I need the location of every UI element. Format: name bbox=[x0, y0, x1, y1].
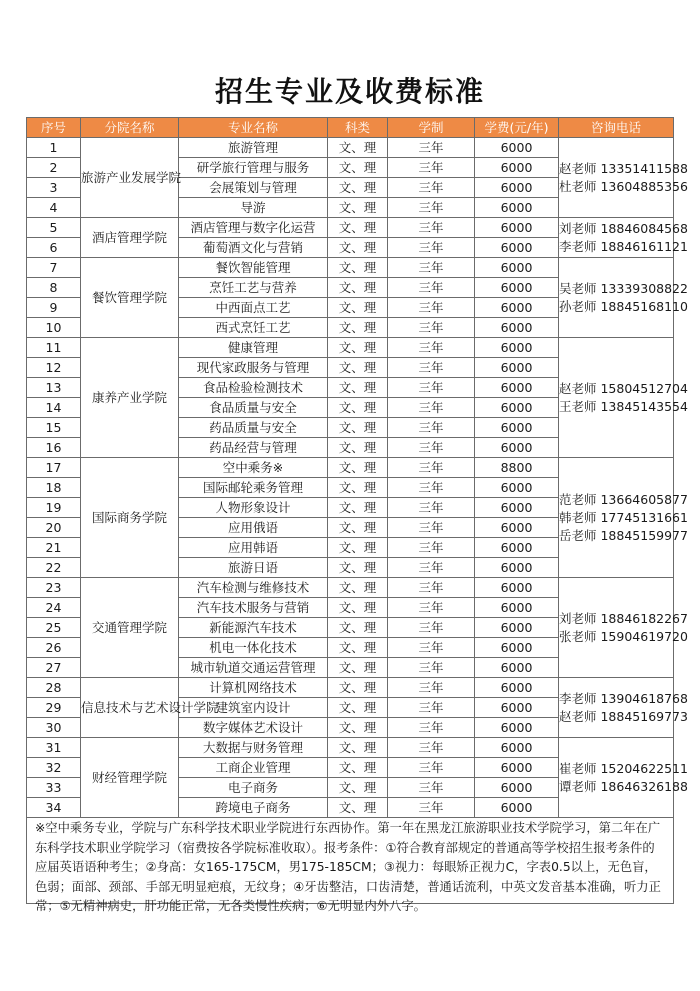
phone-number: 赵老师 18845169773 bbox=[559, 708, 688, 724]
major-name: 机电一体化技术 bbox=[179, 638, 328, 658]
fee-cell: 6000 bbox=[475, 198, 559, 218]
header-fee: 学费(元/年) bbox=[475, 118, 559, 138]
duration-cell: 三年 bbox=[388, 478, 475, 498]
major-name: 葡萄酒文化与营销 bbox=[179, 238, 328, 258]
fee-cell: 6000 bbox=[475, 638, 559, 658]
category-cell: 文、理 bbox=[328, 598, 388, 618]
fee-cell: 6000 bbox=[475, 298, 559, 318]
row-number: 22 bbox=[27, 558, 81, 578]
contact-phones bbox=[559, 338, 688, 458]
row-number: 3 bbox=[27, 178, 81, 198]
duration-cell: 三年 bbox=[388, 798, 475, 818]
category-cell: 文、理 bbox=[328, 458, 388, 478]
duration-cell: 三年 bbox=[388, 758, 475, 778]
major-name: 旅游日语 bbox=[179, 558, 328, 578]
fee-cell: 6000 bbox=[475, 338, 559, 358]
fee-cell: 6000 bbox=[475, 438, 559, 458]
row-number: 24 bbox=[27, 598, 81, 618]
department-name: 信息技术与艺术设计学院 bbox=[81, 678, 179, 738]
category-cell: 文、理 bbox=[328, 698, 388, 718]
major-name: 研学旅行管理与服务 bbox=[179, 158, 328, 178]
major-name: 应用韩语 bbox=[179, 538, 328, 558]
row-number: 21 bbox=[27, 538, 81, 558]
duration-cell: 三年 bbox=[388, 498, 475, 518]
category-cell: 文、理 bbox=[328, 398, 388, 418]
duration-cell: 三年 bbox=[388, 318, 475, 338]
category-cell: 文、理 bbox=[328, 438, 388, 458]
table-row bbox=[27, 738, 674, 758]
fee-cell: 6000 bbox=[475, 778, 559, 798]
major-name: 酒店管理与数字化运营 bbox=[179, 218, 328, 238]
row-number: 11 bbox=[27, 338, 81, 358]
category-cell: 文、理 bbox=[328, 778, 388, 798]
major-name: 国际邮轮乘务管理 bbox=[179, 478, 328, 498]
category-cell: 文、理 bbox=[328, 498, 388, 518]
duration-cell: 三年 bbox=[388, 618, 475, 638]
phone-number: 李老师 18846161121 bbox=[559, 238, 688, 254]
row-number: 34 bbox=[27, 798, 81, 818]
major-name: 会展策划与管理 bbox=[179, 178, 328, 198]
duration-cell: 三年 bbox=[388, 178, 475, 198]
category-cell: 文、理 bbox=[328, 338, 388, 358]
duration-cell: 三年 bbox=[388, 218, 475, 238]
duration-cell: 三年 bbox=[388, 538, 475, 558]
category-cell: 文、理 bbox=[328, 758, 388, 778]
row-number: 29 bbox=[27, 698, 81, 718]
fee-cell: 6000 bbox=[475, 378, 559, 398]
duration-cell: 三年 bbox=[388, 558, 475, 578]
category-cell: 文、理 bbox=[328, 198, 388, 218]
category-cell: 文、理 bbox=[328, 618, 388, 638]
phone-number: 刘老师 18846084568 bbox=[559, 220, 688, 236]
category-cell: 文、理 bbox=[328, 358, 388, 378]
row-number: 9 bbox=[27, 298, 81, 318]
category-cell: 文、理 bbox=[328, 798, 388, 818]
category-cell: 文、理 bbox=[328, 518, 388, 538]
fee-cell: 6000 bbox=[475, 798, 559, 818]
fee-cell: 6000 bbox=[475, 318, 559, 338]
row-number: 7 bbox=[27, 258, 81, 278]
phone-number: 王老师 13845143554 bbox=[559, 398, 688, 414]
duration-cell: 三年 bbox=[388, 738, 475, 758]
row-number: 4 bbox=[27, 198, 81, 218]
category-cell: 文、理 bbox=[328, 298, 388, 318]
header-department: 分院名称 bbox=[81, 118, 179, 138]
row-number: 33 bbox=[27, 778, 81, 798]
phone-number: 赵老师 15804512704 bbox=[559, 380, 688, 396]
fee-cell: 6000 bbox=[475, 738, 559, 758]
fee-cell: 8800 bbox=[475, 458, 559, 478]
duration-cell: 三年 bbox=[388, 678, 475, 698]
phone-number: 谭老师 18646326188 bbox=[559, 778, 688, 794]
phone-number: 杜老师 13604885356 bbox=[559, 178, 688, 194]
header-phone: 咨询电话 bbox=[559, 118, 674, 138]
phone-number: 孙老师 18845168110 bbox=[559, 298, 688, 314]
major-name: 大数据与财务管理 bbox=[179, 738, 328, 758]
duration-cell: 三年 bbox=[388, 398, 475, 418]
category-cell: 文、理 bbox=[328, 218, 388, 238]
phone-number: 韩老师 17745131661 bbox=[559, 509, 688, 525]
category-cell: 文、理 bbox=[328, 418, 388, 438]
fee-cell: 6000 bbox=[475, 238, 559, 258]
header-duration: 学制 bbox=[388, 118, 475, 138]
duration-cell: 三年 bbox=[388, 778, 475, 798]
row-number: 6 bbox=[27, 238, 81, 258]
fee-cell: 6000 bbox=[475, 658, 559, 678]
major-name: 西式烹饪工艺 bbox=[179, 318, 328, 338]
fee-cell: 6000 bbox=[475, 358, 559, 378]
department-name: 餐饮管理学院 bbox=[81, 258, 179, 338]
duration-cell: 三年 bbox=[388, 258, 475, 278]
header-no: 序号 bbox=[27, 118, 81, 138]
phone-number: 崔老师 15204622511 bbox=[559, 760, 688, 776]
fee-cell: 6000 bbox=[475, 558, 559, 578]
department-name: 交通管理学院 bbox=[81, 578, 179, 678]
duration-cell: 三年 bbox=[388, 518, 475, 538]
department-name: 国际商务学院 bbox=[81, 458, 179, 578]
major-name: 城市轨道交通运营管理 bbox=[179, 658, 328, 678]
category-cell: 文、理 bbox=[328, 678, 388, 698]
fee-cell: 6000 bbox=[475, 478, 559, 498]
table-row bbox=[27, 258, 674, 278]
duration-cell: 三年 bbox=[388, 658, 475, 678]
row-number: 8 bbox=[27, 278, 81, 298]
duration-cell: 三年 bbox=[388, 338, 475, 358]
phone-number: 刘老师 18846182267 bbox=[559, 610, 688, 626]
table-body bbox=[27, 138, 688, 818]
table-header-row bbox=[27, 118, 674, 138]
category-cell: 文、理 bbox=[328, 258, 388, 278]
category-cell: 文、理 bbox=[328, 538, 388, 558]
duration-cell: 三年 bbox=[388, 578, 475, 598]
duration-cell: 三年 bbox=[388, 638, 475, 658]
category-cell: 文、理 bbox=[328, 478, 388, 498]
major-name: 中西面点工艺 bbox=[179, 298, 328, 318]
row-number: 1 bbox=[27, 138, 81, 158]
row-number: 25 bbox=[27, 618, 81, 638]
fee-cell: 6000 bbox=[475, 538, 559, 558]
duration-cell: 三年 bbox=[388, 278, 475, 298]
fee-cell: 6000 bbox=[475, 598, 559, 618]
major-name: 工商企业管理 bbox=[179, 758, 328, 778]
duration-cell: 三年 bbox=[388, 238, 475, 258]
major-name: 数字媒体艺术设计 bbox=[179, 718, 328, 738]
major-name: 食品质量与安全 bbox=[179, 398, 328, 418]
header-category: 科类 bbox=[328, 118, 388, 138]
fee-cell: 6000 bbox=[475, 178, 559, 198]
fee-cell: 6000 bbox=[475, 698, 559, 718]
fee-cell: 6000 bbox=[475, 618, 559, 638]
major-name: 旅游管理 bbox=[179, 138, 328, 158]
fee-cell: 6000 bbox=[475, 258, 559, 278]
table-row bbox=[27, 138, 674, 158]
fee-cell: 6000 bbox=[475, 678, 559, 698]
category-cell: 文、理 bbox=[328, 158, 388, 178]
row-number: 10 bbox=[27, 318, 81, 338]
row-number: 30 bbox=[27, 718, 81, 738]
duration-cell: 三年 bbox=[388, 458, 475, 478]
duration-cell: 三年 bbox=[388, 298, 475, 318]
major-name: 电子商务 bbox=[179, 778, 328, 798]
row-number: 14 bbox=[27, 398, 81, 418]
fee-cell: 6000 bbox=[475, 518, 559, 538]
duration-cell: 三年 bbox=[388, 138, 475, 158]
major-name: 应用俄语 bbox=[179, 518, 328, 538]
duration-cell: 三年 bbox=[388, 438, 475, 458]
row-number: 19 bbox=[27, 498, 81, 518]
category-cell: 文、理 bbox=[328, 558, 388, 578]
fee-cell: 6000 bbox=[475, 398, 559, 418]
major-name: 汽车检测与维修技术 bbox=[179, 578, 328, 598]
duration-cell: 三年 bbox=[388, 158, 475, 178]
row-number: 17 bbox=[27, 458, 81, 478]
fee-cell: 6000 bbox=[475, 758, 559, 778]
table-row bbox=[27, 218, 674, 238]
major-name: 汽车技术服务与营销 bbox=[179, 598, 328, 618]
page-title: 招生专业及收费标准 bbox=[214, 75, 485, 108]
phone-number: 赵老师 13351411588 bbox=[559, 160, 688, 176]
duration-cell: 三年 bbox=[388, 598, 475, 618]
duration-cell: 三年 bbox=[388, 698, 475, 718]
phone-number: 范老师 13664605877 bbox=[559, 491, 688, 507]
duration-cell: 三年 bbox=[388, 358, 475, 378]
row-number: 32 bbox=[27, 758, 81, 778]
major-name: 食品检验检测技术 bbox=[179, 378, 328, 398]
table-row bbox=[27, 578, 674, 598]
fee-table bbox=[26, 117, 688, 818]
fee-cell: 6000 bbox=[475, 278, 559, 298]
duration-cell: 三年 bbox=[388, 718, 475, 738]
row-number: 12 bbox=[27, 358, 81, 378]
phone-number: 张老师 15904619720 bbox=[559, 628, 688, 644]
category-cell: 文、理 bbox=[328, 378, 388, 398]
row-number: 16 bbox=[27, 438, 81, 458]
category-cell: 文、理 bbox=[328, 278, 388, 298]
category-cell: 文、理 bbox=[328, 318, 388, 338]
table-row bbox=[27, 338, 674, 358]
fee-cell: 6000 bbox=[475, 158, 559, 178]
row-number: 5 bbox=[27, 218, 81, 238]
major-name: 健康管理 bbox=[179, 338, 328, 358]
row-number: 2 bbox=[27, 158, 81, 178]
major-name: 建筑室内设计 bbox=[179, 698, 328, 718]
table-row bbox=[27, 678, 674, 698]
footnote: ※空中乘务专业，学院与广东科学技术职业学院进行东西协作。第一年在黑龙江旅游职业技术学院学习，第二年在广东科学技术职业学院学习（宿费按各学院标准收取）。报考条件：①符合教育部规定的普通高等学校招生报考条件的应届英语语种考生；②身高：女165-175CM，男175-185CM；③视力：每眼矫正视力C，字表0.5以上，无色盲，色弱；面部、颈部、手部无明显疤痕，无纹身；④牙齿整洁，口齿清楚，普通话流利，中英文发音基本准确，听力正常；⑤无精神病史，肝功能正常，无各类慢性疾病；⑥无明显内外八字。 bbox=[26, 817, 674, 904]
contact-phones bbox=[559, 458, 688, 578]
header-major: 专业名称 bbox=[179, 118, 328, 138]
row-number: 28 bbox=[27, 678, 81, 698]
department-name: 旅游产业发展学院 bbox=[81, 138, 179, 218]
major-name: 药品经营与管理 bbox=[179, 438, 328, 458]
duration-cell: 三年 bbox=[388, 198, 475, 218]
row-number: 23 bbox=[27, 578, 81, 598]
major-name: 药品质量与安全 bbox=[179, 418, 328, 438]
department-name: 酒店管理学院 bbox=[81, 218, 179, 258]
major-name: 导游 bbox=[179, 198, 328, 218]
row-number: 15 bbox=[27, 418, 81, 438]
category-cell: 文、理 bbox=[328, 718, 388, 738]
phone-number: 吴老师 13339308822 bbox=[559, 280, 688, 296]
contact-phones bbox=[559, 138, 688, 218]
department-name: 康养产业学院 bbox=[81, 338, 179, 458]
category-cell: 文、理 bbox=[328, 638, 388, 658]
category-cell: 文、理 bbox=[328, 138, 388, 158]
major-name: 空中乘务※ bbox=[179, 458, 328, 478]
major-name: 跨境电子商务 bbox=[179, 798, 328, 818]
contact-phones bbox=[559, 218, 688, 258]
contact-phones bbox=[559, 738, 688, 818]
fee-cell: 6000 bbox=[475, 218, 559, 238]
row-number: 27 bbox=[27, 658, 81, 678]
duration-cell: 三年 bbox=[388, 378, 475, 398]
row-number: 26 bbox=[27, 638, 81, 658]
category-cell: 文、理 bbox=[328, 578, 388, 598]
category-cell: 文、理 bbox=[328, 658, 388, 678]
table-row bbox=[27, 458, 674, 478]
category-cell: 文、理 bbox=[328, 738, 388, 758]
category-cell: 文、理 bbox=[328, 238, 388, 258]
row-number: 18 bbox=[27, 478, 81, 498]
duration-cell: 三年 bbox=[388, 418, 475, 438]
row-number: 31 bbox=[27, 738, 81, 758]
major-name: 人物形象设计 bbox=[179, 498, 328, 518]
fee-cell: 6000 bbox=[475, 418, 559, 438]
row-number: 20 bbox=[27, 518, 81, 538]
phone-number: 岳老师 18845159977 bbox=[559, 527, 688, 543]
major-name: 现代家政服务与管理 bbox=[179, 358, 328, 378]
major-name: 餐饮智能管理 bbox=[179, 258, 328, 278]
contact-phones bbox=[559, 578, 688, 678]
fee-cell: 6000 bbox=[475, 718, 559, 738]
contact-phones bbox=[559, 258, 688, 338]
fee-cell: 6000 bbox=[475, 498, 559, 518]
contact-phones bbox=[559, 678, 688, 738]
phone-number: 李老师 13904618768 bbox=[559, 690, 688, 706]
row-number: 13 bbox=[27, 378, 81, 398]
fee-cell: 6000 bbox=[475, 138, 559, 158]
major-name: 计算机网络技术 bbox=[179, 678, 328, 698]
category-cell: 文、理 bbox=[328, 178, 388, 198]
department-name: 财经管理学院 bbox=[81, 738, 179, 818]
major-name: 烹饪工艺与营养 bbox=[179, 278, 328, 298]
fee-cell: 6000 bbox=[475, 578, 559, 598]
major-name: 新能源汽车技术 bbox=[179, 618, 328, 638]
